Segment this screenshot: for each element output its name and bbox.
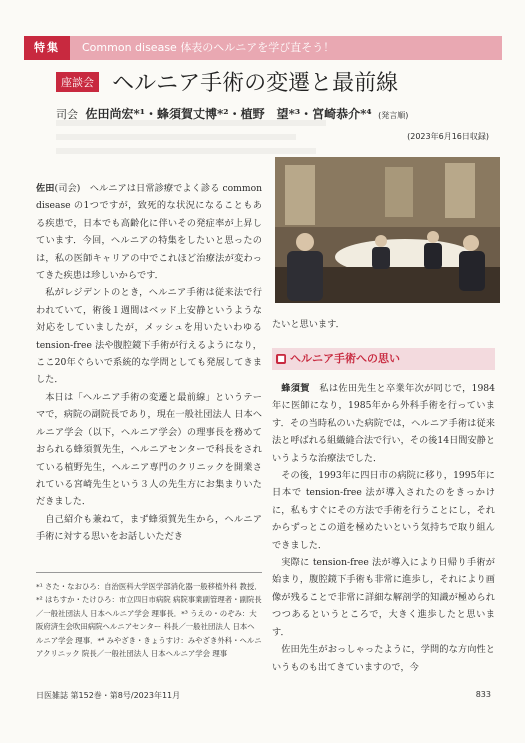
page-number: 833 (475, 690, 491, 699)
feature-title: Common disease 体表のヘルニアを学び直そう！ (82, 41, 335, 54)
speaker-names: 佐田尚宏*¹・蜂須賀丈博*²・植野 望*³・宮崎恭介*⁴ (85, 107, 372, 121)
speaker-role: (司会) (54, 183, 81, 194)
footnote-divider (36, 572, 262, 573)
article-kind-badge: 座談会 (56, 72, 99, 92)
speaker-label: 佐田 (36, 183, 55, 194)
roundtable-photo (275, 157, 500, 303)
paragraph-text: ヘルニアは日常診療でよく診る common disease の1つですが，致死的な状況になることもある疾患で，日本でも高齢化に伴いその発症率が上昇しています．今回，ヘルニアの特集をしたいと思ったのは，私の医師キャリアの中でこれほど治療法が変わってきた疾患は珍しいからです． (36, 183, 263, 282)
feature-banner (24, 36, 502, 60)
paragraph: その後，1993年に四日市の病院に移り，1995年に日本で tension-free 法が導入されたのをきっかけに，私もすぐにその方法で手術を行うことにし，それからずっとこの道を極めたいという気持ちで取り組んできました． (272, 470, 495, 551)
article-header (56, 66, 398, 100)
speaking-order-note: (発言順) (378, 111, 409, 120)
right-column (272, 380, 495, 676)
feature-tag: 特集 (24, 36, 70, 60)
section-heading (272, 348, 495, 370)
footnote-text: *¹ さた・なおひろ：自治医科大学医学部消化器一般移植外科 教授．*² はちすか・たけひろ：市立四日市病院 病院事業副管理者・副院長／一般社団法人 日本ヘルニア学会 理事長．*³ うえの・のぞみ：大阪府済生会吹田病院ヘルニアセンター 科長／一般社団法人 日本ヘルニア学会 理事．*⁴ みやざき・きょうすけ：みやざき外科・ヘルニアクリニック 院長／一般社団法人 日本ヘルニア学会 理事 (36, 582, 262, 659)
section-title: ヘルニア手術への思い (290, 352, 400, 365)
right-column-continuation (272, 316, 495, 333)
bleed-through-texture (56, 118, 336, 158)
paragraph (272, 380, 495, 467)
footnotes (36, 580, 262, 660)
paragraph: 自己紹介も兼ねて，まず蜂須賀先生から，ヘルニア手術に対する思いをお話しいただき (36, 513, 262, 543)
paragraph: 本日は「ヘルニア手術の変遷と最前線」というテーマで，病院の副院長であり，現在一般社団法人 日本ヘルニア学会（以下，ヘルニア学会）の理事長を務めておられる蜂須賀先生，ヘルニアセンターで科長をされている植野先生，ヘルニア専門のクリニックを開業されている宮崎先生という３人の先生方にお集まりいただきました． (36, 391, 262, 508)
moderator-role: 司会 (56, 108, 78, 121)
journal-footer: 日医雑誌 第152巻・第8号/2023年11月 (36, 691, 181, 700)
paragraph: 私がレジデントのとき，ヘルニア手術は従来法で行われていて，術後１週間はベッド上安静というような対応をしていましたが，メッシュを用いたいわゆる tension-free 法や腹腔鏡下手術が行えるようになり，ここ20年ぐらいで系統的な学問としても発展してきました． (36, 287, 262, 386)
paragraph (36, 180, 262, 284)
section-marker-icon: ■ (277, 354, 285, 363)
paragraph-text: 私は佐田先生と卒業年次が同じで，1984年に医師になり，1985年から外科手術を行っています．その当時私のいた病院では，ヘルニア手術は従来法と呼ばれる組織縫合法で行い，その後14日間安静というような治療法でした． (272, 383, 496, 464)
left-column (36, 180, 262, 546)
speaker-label: 蜂須賀 (281, 383, 310, 394)
paragraph: 実際に tension-free 法が導入により日帰り手術が始まり，腹腔鏡下手術も非常に進歩し，それにより画像が残ることで非常に詳細な解剖学的知識が極められつつあるというところで，大きく進歩したと思います． (272, 557, 495, 638)
recording-date: (2023年6月16日収録) (407, 132, 489, 141)
paragraph: たいと思います． (272, 319, 345, 330)
paragraph: 佐田先生がおっしゃったように，学問的な方向性というものも出てきていますので，今 (272, 644, 495, 673)
article-title: ヘルニア手術の変遷と最前線 (112, 71, 399, 96)
